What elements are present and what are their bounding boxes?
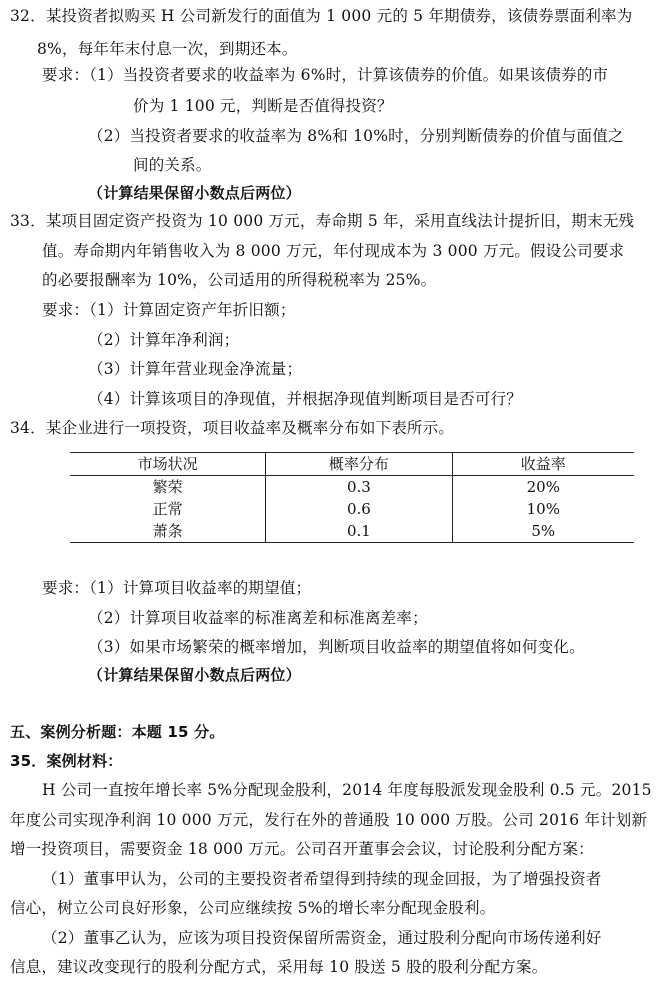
- q34-precision-note: （计算结果保留小数点后两位）: [88, 666, 301, 684]
- table-cell-probability: 0.1: [266, 520, 452, 543]
- section-5-title: 五、案例分析题：本题 15 分。: [10, 723, 225, 741]
- q32-requirement-1-line-2: 价为 1 100 元，判断是否值得投资？: [133, 97, 393, 115]
- table-cell-probability: 0.6: [266, 498, 452, 520]
- q32-requirement-1-line-1: 要求：（1）当投资者要求的收益率为 6%时，计算该债券的价值。如果该债券的市: [42, 66, 609, 84]
- table-cell-return: 10%: [526, 500, 560, 518]
- table-header-probability: 概率分布: [266, 453, 452, 476]
- table-cell-return: 20%: [526, 478, 560, 496]
- table-header-return: 收益率: [452, 453, 634, 476]
- q34-requirement-3: （3）如果市场繁荣的概率增加，判断项目收益率的期望值将如何变化。: [88, 638, 585, 656]
- table-row: [70, 520, 634, 543]
- q33-requirement-1: 要求：（1）计算固定资产年折旧额；: [42, 301, 296, 319]
- q32-precision-note: （计算结果保留小数点后两位）: [88, 184, 301, 202]
- table-cell-market: 繁荣: [70, 476, 266, 499]
- q32-requirement-2-line-1: （2）当投资者要求的收益率为 8%和 10%时，分别判断债券的价值与面值之: [88, 127, 624, 145]
- q33-line-2: 值。寿命期内年销售收入为 8 000 万元，年付现成本为 3 000 万元。假设公司要求: [42, 242, 625, 260]
- table-header-market: 市场状况: [70, 453, 266, 476]
- q35-paragraph-2-line-1: （1）董事甲认为，公司的主要投资者希望得到持续的现金回报，为了增强投资者: [42, 870, 602, 888]
- table-row: [70, 498, 634, 520]
- q34-requirement-2: （2）计算项目收益率的标准离差和标准离差率；: [88, 609, 428, 627]
- q33-line-1: 33．某项目固定资产投资为 10 000 万元，寿命期 5 年，采用直线法计提折旧，期末无残: [10, 212, 635, 230]
- q35-paragraph-1-line-3: 增一投资项目，需要资金 18 000 万元。公司召开董事会会议，讨论股利分配方案：: [10, 840, 594, 858]
- q34-line-1: 34．某企业进行一项投资，项目收益率及概率分布如下表所示。: [10, 419, 455, 437]
- table-cell-probability: 0.3: [266, 476, 452, 499]
- q32-line-1: 32．某投资者拟购买 H 公司新发行的面值为 1 000 元的 5 年期债券，该债券票面利率为: [10, 7, 633, 25]
- table-cell-market: 正常: [70, 498, 266, 520]
- table-row: [70, 476, 634, 499]
- q33-requirement-4: （4）计算该项目的净现值，并根据净现值判断项目是否可行？: [88, 390, 522, 408]
- q33-requirement-3: （3）计算年营业现金净流量；: [88, 360, 303, 378]
- q33-requirement-2: （2）计算年净利润；: [88, 331, 240, 349]
- q32-line-2: 8%，每年年末付息一次，到期还本。: [37, 40, 298, 58]
- q34-requirement-1: 要求：（1）计算项目收益率的期望值；: [42, 579, 312, 597]
- probability-table: [70, 452, 634, 543]
- table-cell-return: 5%: [452, 520, 634, 543]
- q35-paragraph-3-line-1: （2）董事乙认为，应该为项目投资保留所需资金，通过股利分配向市场传递利好: [42, 929, 602, 947]
- table-header-row: [70, 453, 634, 476]
- q35-paragraph-2-line-2: 信心，树立公司良好形象，公司应继续按 5%的增长率分配现金股利。: [10, 899, 496, 917]
- q35-title: 35．案例材料：: [10, 752, 123, 770]
- q35-paragraph-3-line-2: 信息，建议改变现行的股利分配方式，采用每 10 股送 5 股的股利分配方案。: [10, 958, 548, 976]
- q35-paragraph-1-line-1: H 公司一直按年增长率 5%分配现金股利，2014 年度每股派发现金股利 0.5 元。2015: [42, 781, 652, 799]
- q33-line-3: 的必要报酬率为 10%，公司适用的所得税税率为 25%。: [42, 271, 437, 289]
- table-cell-market: 萧条: [70, 520, 266, 543]
- q35-paragraph-1-line-2: 年度公司实现净利润 10 000 万元，发行在外的普通股 10 000 万股。公司 2016 年计划新: [10, 811, 648, 829]
- q32-requirement-2-line-2: 间的关系。: [133, 156, 212, 174]
